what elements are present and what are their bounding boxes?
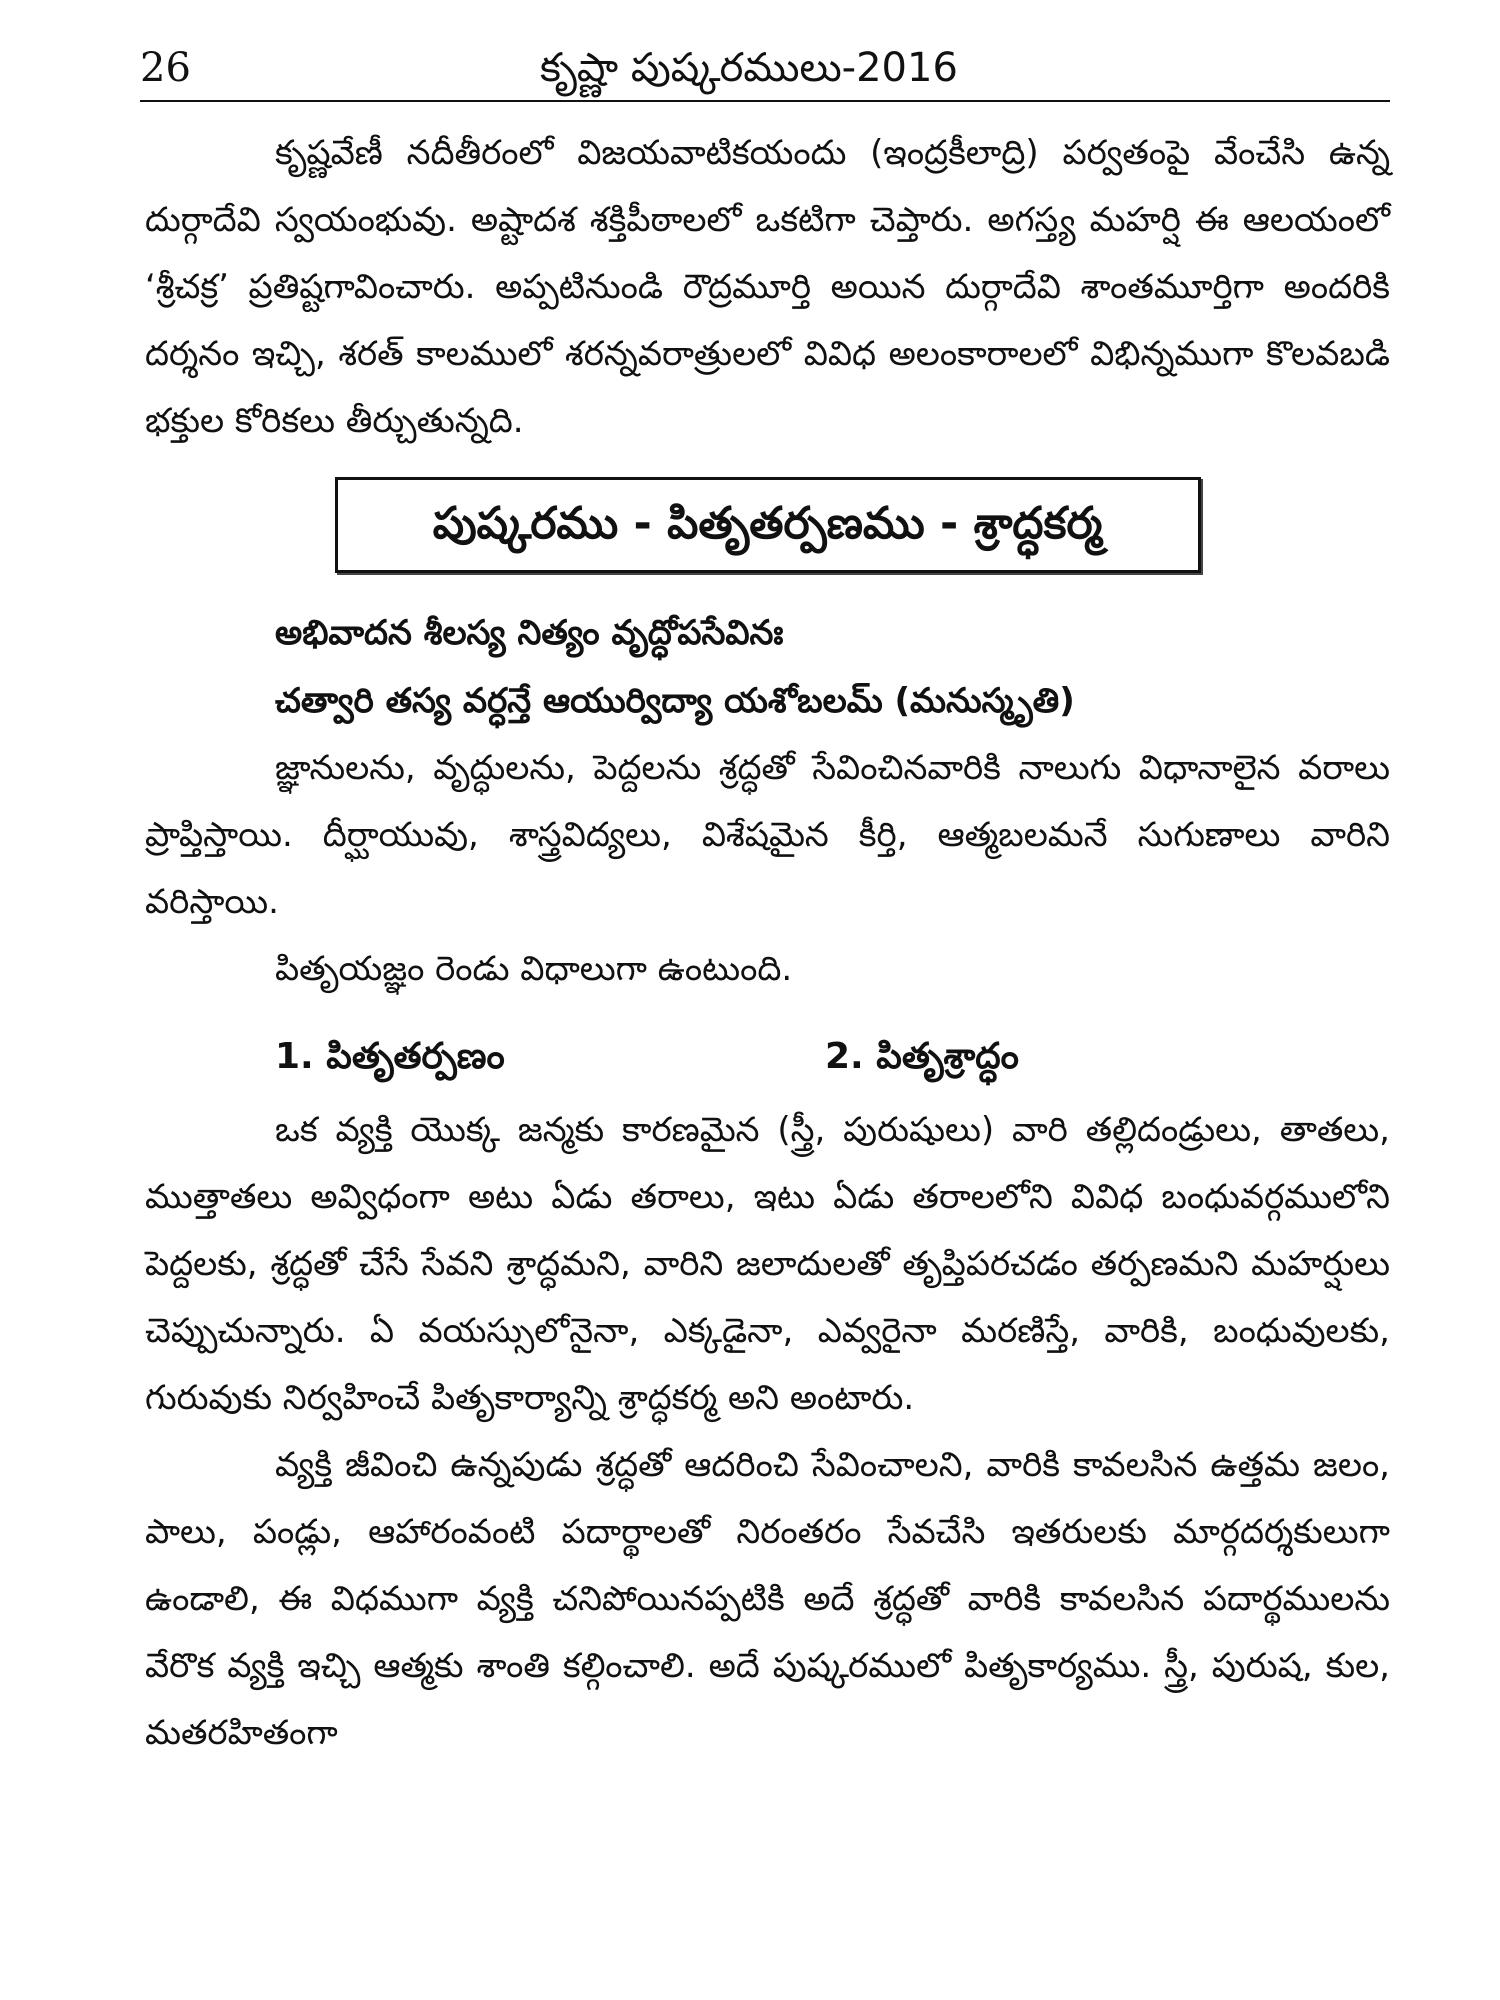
paragraph-pitru-yajna: పితృయజ్ఞం రెండు విధాలుగా ఉంటుంది.	[275, 949, 793, 989]
type-pitru-tarpanam: 1. పితృతర్పణం	[275, 1036, 505, 1077]
type-pitru-shraddham: 2. పితృశ్రాద్ధం	[825, 1036, 1019, 1077]
header-rule	[140, 100, 1390, 102]
page-header	[140, 38, 1390, 98]
page-body	[145, 120, 1390, 1767]
running-title: కృష్ణా పుష్కరములు-2016	[540, 45, 958, 91]
paragraph-virtues: జ్ఞానులను, వృద్ధులను, పెద్దలను శ్రద్ధతో సేవించినవారికి నాలుగు విధానాలైన వరాలు ప్రాప్తిస్తాయి. దీర్ఘాయువు, శాస్త్రవిద్యలు, విశేషమైన కీర్తి, ఆత్మబలమనే సుగుణాలు వారిని వరిస్తాయి.	[145, 748, 1390, 922]
page-number: 26	[140, 45, 191, 91]
pitru-yajna-types	[145, 1017, 1390, 1097]
section-title: పుష్కరము - పితృతర్పణము - శ్రాద్ధకర్మ	[432, 498, 1103, 549]
verse-line-1: అభివాదన శీలస్య నిత్యం వృద్ధోపసేవినః	[275, 613, 784, 653]
paragraph-shraddha-definition: ఒక వ్యక్తి యొక్క జన్మకు కారణమైన (స్త్రీ, పురుషులు) వారి తల్లిదండ్రులు, తాతలు, ముత్తాతలు అవ్విధంగా అటు ఏడు తరాలు, ఇటు ఏడు తరాలలోని వివిధ బంధువర్గములోని పెద్దలకు, శ్రద్ధతో చేసే సేవని శ్రాద్ధమని, వారిని జలాదులతో తృప్తిపరచడం తర్పణమని మహర్షులు చెప్పుచున్నారు. ఏ వయస్సులోనైనా, ఎక్కడైనా, ఎవ్వరైనా మరణిస్తే, వారికి, బంధువులకు, గురువుకు నిర్వహించే పితృకార్యాన్ని శ్రాద్ధకర్మ అని అంటారు.	[145, 1110, 1390, 1418]
paragraph-service: వ్యక్తి జీవించి ఉన్నపుడు శ్రద్ధతో ఆదరించి సేవించాలని, వారికి కావలసిన ఉత్తమ జలం, పాలు, పండ్లు, ఆహారంవంటి పదార్థాలతో నిరంతరం సేవచేసి ఇతరులకు మార్గదర్శకులుగా ఉండాలి, ఈ విధముగా వ్యక్తి చనిపోయినప్పటికి అదే శ్రద్ధతో వారికి కావలసిన పదార్థములను వేరొక వ్యక్తి ఇచ్చి ఆత్మకు శాంతి కల్గించాలి. అదే పుష్కరములో పితృకార్యము. స్త్రీ, పురుష, కుల, మతరహితంగా	[145, 1445, 1390, 1753]
verse-line-2: చత్వారి తస్య వర్ధన్తే ఆయుర్విద్యా యశోబలమ్ (మనుస్మృతి)	[275, 681, 1075, 721]
section-heading-box	[335, 477, 1201, 573]
intro-paragraph: కృష్ణవేణీ నదీతీరంలో విజయవాటికయందు (ఇంద్రకీలాద్రి) పర్వతంపై వేంచేసి ఉన్న దుర్గాదేవి స్వయంభువు. అష్టాదశ శక్తిపీఠాలలో ఒకటిగా చెప్తారు. అగస్త్య మహర్షి ఈ ఆలయంలో ‘శ్రీచక్ర’ ప్రతిష్టగావించారు. అప్పటినుండి రౌద్రమూర్తి అయిన దుర్గాదేవి శాంతమూర్తిగా అందరికి దర్శనం ఇచ్చి, శరత్ కాలములో శరన్నవరాత్రులలో వివిధ అలంకారాలలో విభిన్నముగా కొలవబడి భక్తుల కోరికలు తీర్చుతున్నది.	[145, 133, 1390, 441]
